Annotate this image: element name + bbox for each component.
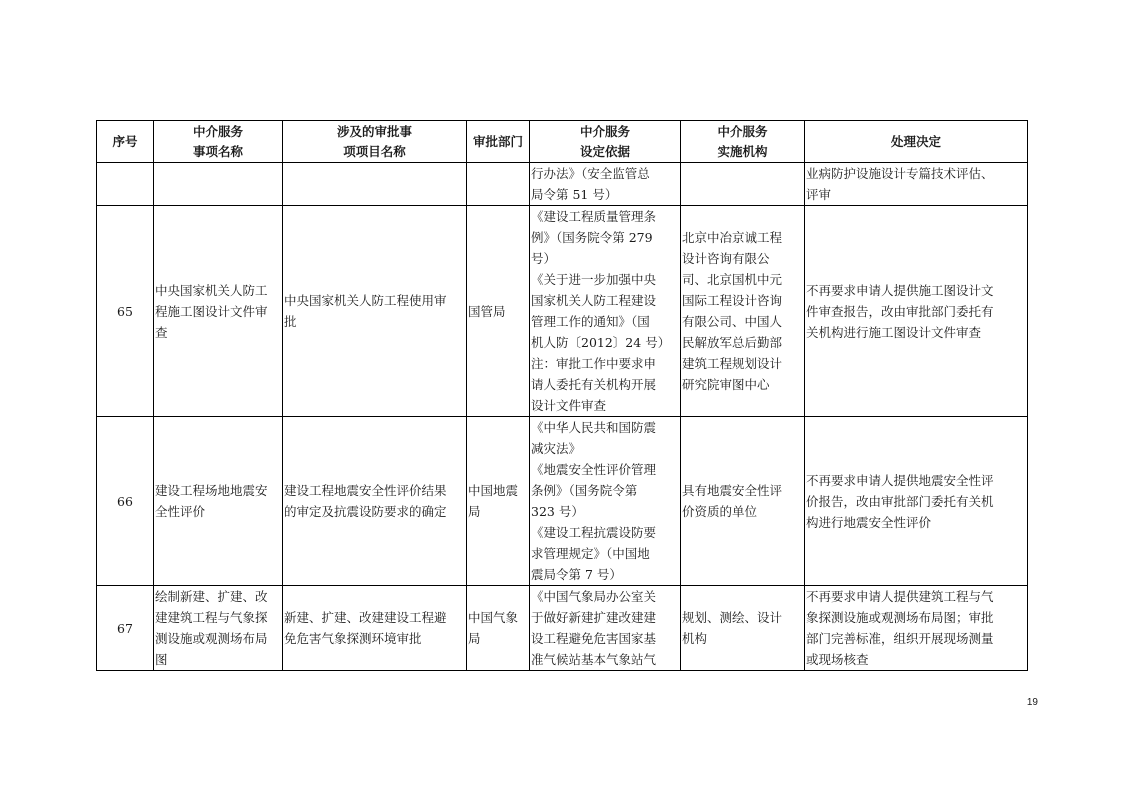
header-row <box>97 121 1028 163</box>
cell-text-line: 局令第 51 号） <box>531 187 618 202</box>
cell-seq: 65 <box>97 206 154 417</box>
cell-text-line: 象探测设施或观测场布局图；审批 <box>806 610 994 625</box>
header-text: 中介服务 <box>717 123 768 139</box>
cell-text-line: 不再要求申请人提供建筑工程与气 <box>806 589 994 604</box>
cell-text-line: 司、北京国机中元 <box>682 272 783 287</box>
header-text: 中介服务 <box>579 123 630 139</box>
cell-basis <box>530 206 681 417</box>
cell-text-line: 查 <box>155 324 168 340</box>
cell-service-name <box>154 163 283 206</box>
cell-text-line: 业病防护设施设计专篇技术评估、 <box>806 166 994 181</box>
cell-text-line: 中央国家机关人防工程使用审 <box>284 293 447 308</box>
cell-text-line: 设计文件审查 <box>531 398 607 413</box>
header-text: 中介服务 <box>192 123 243 139</box>
cell-text-line: 规划、测绘、设计 <box>682 610 783 625</box>
header-basis <box>530 121 681 163</box>
cell-text-line: 例》（国务院令第 279 <box>531 230 653 245</box>
header-text: 项项目名称 <box>343 143 406 159</box>
cell-text-line: 民解放军总后勤部 <box>682 335 783 350</box>
cell-text-line: 局 <box>468 631 481 646</box>
header-text: 审批部门 <box>472 133 523 149</box>
table-header <box>97 121 1028 163</box>
cell-approval-item <box>283 163 467 206</box>
cell-text-line: 评审 <box>806 187 832 202</box>
cell-text-line: 《关于进一步加强中央 <box>531 272 657 287</box>
cell-text-line: 求管理规定》（中国地 <box>531 546 650 561</box>
cell-basis <box>530 163 681 206</box>
cell-institution <box>681 417 805 586</box>
cell-text-line: 关机构进行施工图设计文件审查 <box>806 324 982 340</box>
cell-text-line: 《建设工程抗震设防要 <box>531 525 657 540</box>
table-row <box>97 417 1028 586</box>
cell-text-line: 建建筑工程与气象探 <box>155 610 268 625</box>
cell-seq <box>97 163 154 206</box>
cell-text-line: 号） <box>531 251 557 266</box>
cell-text-line: 请人委托有关机构开展 <box>531 377 657 392</box>
cell-department <box>467 163 530 206</box>
cell-text-line: 减灾法》 <box>531 441 582 456</box>
cell-approval-item <box>283 586 467 671</box>
header-approval-item <box>283 121 467 163</box>
cell-text-line: 北京中冶京诚工程 <box>682 230 783 245</box>
header-text: 事项名称 <box>192 143 243 159</box>
cell-text-line: 研究院审图中心 <box>682 377 770 392</box>
cell-service-name <box>154 206 283 417</box>
cell-approval-item <box>283 417 467 586</box>
cell-text-line: 《建设工程质量管理条 <box>531 209 657 224</box>
cell-text-line: 价报告，改由审批部门委托有关机 <box>806 493 994 509</box>
cell-text-line: 《中华人民共和国防震 <box>531 420 657 435</box>
cell-decision <box>805 163 1028 206</box>
cell-text-line: 免危害气象探测环境审批 <box>284 631 422 646</box>
header-text: 实施机构 <box>717 143 768 159</box>
cell-decision <box>805 586 1028 671</box>
cell-decision <box>805 206 1028 417</box>
header-text: 处理决定 <box>890 133 941 149</box>
cell-text-line: 注：审批工作中要求申 <box>531 356 657 371</box>
cell-text-line: 建设工程场地地震安 <box>155 483 268 498</box>
cell-institution <box>681 163 805 206</box>
cell-text-line: 《中国气象局办公室关 <box>531 589 657 604</box>
cell-department <box>467 206 530 417</box>
cell-text-line: 程施工图设计文件审 <box>155 303 268 319</box>
cell-text-line: 绘制新建、扩建、改 <box>155 589 268 604</box>
header-service-name <box>154 121 283 163</box>
cell-text-line: 批 <box>284 314 297 329</box>
cell-text-line: 国管局 <box>468 303 506 319</box>
cell-department <box>467 417 530 586</box>
cell-text-line: 323 号） <box>531 504 584 519</box>
cell-text-line: 测设施或观测场布局 <box>155 631 268 646</box>
approval-items-table <box>96 120 1028 671</box>
cell-text-line: 管理工作的通知》（国 <box>531 314 650 329</box>
cell-seq: 66 <box>97 417 154 586</box>
cell-text-line: 中国气象 <box>468 610 519 625</box>
cell-basis <box>530 586 681 671</box>
cell-text-line: 条例》（国务院令第 <box>531 483 638 498</box>
cell-text-line: 部门完善标准，组织开展现场测量 <box>806 631 994 646</box>
cell-text-line: 价资质的单位 <box>682 504 758 519</box>
table-row <box>97 163 1028 206</box>
cell-text-line: 的审定及抗震设防要求的确定 <box>284 504 447 519</box>
page-number: 19 <box>1026 697 1038 708</box>
cell-text-line: 设工程避免危害国家基 <box>531 631 657 646</box>
cell-text-line: 图 <box>155 652 168 667</box>
table-row <box>97 206 1028 417</box>
cell-department <box>467 586 530 671</box>
cell-text-line: 件审查报告，改由审批部门委托有 <box>806 303 994 319</box>
header-text: 序号 <box>112 133 138 149</box>
cell-text-line: 设计咨询有限公 <box>682 251 770 266</box>
header-decision <box>805 121 1028 163</box>
table-row <box>97 586 1028 671</box>
cell-text-line: 不再要求申请人提供施工图设计文 <box>806 282 994 298</box>
cell-text-line: 机人防〔2012〕24 号） <box>531 335 671 350</box>
cell-decision <box>805 417 1028 586</box>
cell-institution <box>681 206 805 417</box>
header-text: 设定依据 <box>579 143 630 159</box>
cell-text-line: 建筑工程规划设计 <box>682 356 783 371</box>
table-body <box>97 163 1028 671</box>
cell-institution <box>681 586 805 671</box>
cell-text-line: 行办法》（安全监管总 <box>531 166 650 181</box>
cell-basis <box>530 417 681 586</box>
cell-text-line: 机构 <box>682 631 708 646</box>
cell-text-line: 建设工程地震安全性评价结果 <box>284 483 447 498</box>
cell-text-line: 《地震安全性评价管理 <box>531 462 657 477</box>
cell-text-line: 国家机关人防工程建设 <box>531 293 657 308</box>
cell-approval-item <box>283 206 467 417</box>
cell-text-line: 新建、扩建、改建建设工程避 <box>284 610 447 625</box>
header-text: 涉及的审批事 <box>336 123 412 139</box>
cell-seq: 67 <box>97 586 154 671</box>
cell-text-line: 全性评价 <box>155 504 206 519</box>
cell-text-line: 国际工程设计咨询 <box>682 293 783 308</box>
cell-text-line: 中央国家机关人防工 <box>155 282 268 298</box>
cell-text-line: 具有地震安全性评 <box>682 483 783 498</box>
cell-service-name <box>154 586 283 671</box>
cell-text-line: 震局令第 7 号） <box>531 567 622 582</box>
header-institution <box>681 121 805 163</box>
header-seq <box>97 121 154 163</box>
cell-text-line: 或现场核查 <box>806 652 869 667</box>
cell-text-line: 构进行地震安全性评价 <box>806 514 932 530</box>
cell-text-line: 不再要求申请人提供地震安全性评 <box>806 472 994 488</box>
cell-text-line: 有限公司、中国人 <box>682 314 783 329</box>
cell-text-line: 准气候站基本气象站气 <box>531 652 657 667</box>
cell-service-name <box>154 417 283 586</box>
cell-text-line: 局 <box>468 504 481 519</box>
cell-text-line: 于做好新建扩建改建建 <box>531 610 657 625</box>
cell-text-line: 中国地震 <box>468 483 519 498</box>
header-department <box>467 121 530 163</box>
